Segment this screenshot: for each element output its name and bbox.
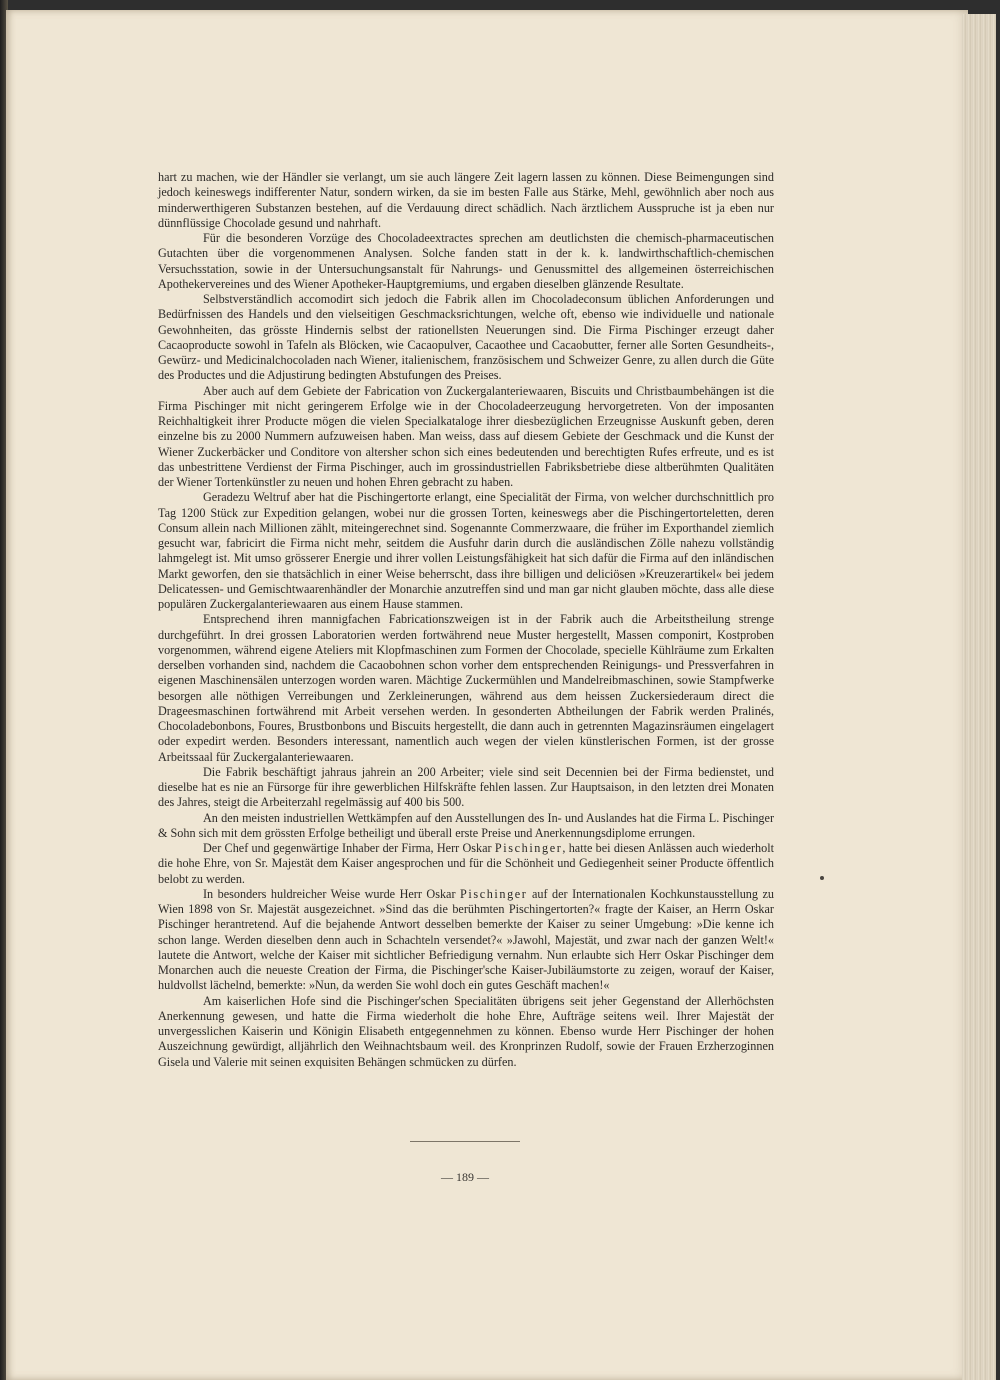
page-edges <box>962 14 996 1380</box>
paragraph: Geradezu Weltruf aber hat die Pischingertorte erlangt, eine Specialität der Firma, von welcher durchschnittlich pro Tag 1200 Stück zur Expedition gelangen, wobei nur die grossen Torten, keineswegs aber die Pischingertorteletten, deren Consum allein nach Millionen zählt, miteingerechnet sind. Sogenannte Commerzwaare, die früher im Exporthandel ziemlich gesucht war, fabricirt die Firma nicht mehr, seitdem die Ausfuhr darin durch die ausländischen Zölle nahezu vollständig lahmgelegt ist. Mit umso grösserer Energie und ihrer vollen Leistungsfähigkeit hat sich dafür die Firma auf den inländischen Markt geworfen, den sie thatsächlich in einer Weise beherrscht, dass ihre billigen und deliciösen »Kreuzerartikel« bei jedem Delicatessen- und Gemischtwaarenhändler der Monarchie anzutreffen sind und man gar nicht glauben möchte, dass alle diese populären Zuckergalanteriewaaren aus einem Hause stammen. <box>158 490 774 611</box>
paragraph: Am kaiserlichen Hofe sind die Pischinger'schen Specialitäten übrigens seit jeher Gegenstand der Allerhöchsten Anerkennung gewesen, und hatte die Firma wiederholt die hohe Ehre, Aufträge seitens weil. Ihrer Majestät der unvergesslichen Kaiserin und Königin Elisabeth entgegennehmen zu können. Ebenso wurde Herr Pischinger der hohen Auszeichnung gewürdigt, alljährlich den Weihnachtsbaum weil. des Kronprinzen Rudolf, sowie der Frauen Erzherzoginnen Gisela und Valerie mit seinen exquisiten Behängen schmücken zu dürfen. <box>158 993 774 1069</box>
closing-rule <box>410 1141 520 1142</box>
paragraph: Aber auch auf dem Gebiete der Fabrication von Zuckergalanteriewaaren, Biscuits und Christbaumbehängen ist die Firma Pischinger mit nicht geringerem Erfolge wie in der Chocoladeerzeugung hervorgetreten. Von der imposanten Reichhaltigkeit ihrer Producte mögen die vielen Specialkataloge ihrer diesbezüglichen Erzeugnisse Auskunft geben, deren einzelne bis zu 2000 Nummern aufzuweisen haben. Man weiss, dass auf diesem Gebiete der Geschmack und die Kunst der Wiener Zuckerbäcker und Conditore von altersher schon sich eines bedeutenden und berechtigten Rufes erfreute, und es ist das unbestrittene Verdienst der Firma Pischinger, auch im grossindustriellen Fabriksbetriebe diese altberühmten Qualitäten der Wiener Tortenkünstler zu neuen und hohen Ehren gebracht zu haben. <box>158 383 774 489</box>
paragraph-text: , hatte bei diesen Anlässen auch wiederholt die hohe Ehre, von Sr. Majestät dem Kaiser angesprochen und für die Schönheit und Gediegenheit seiner Producte öffentlich belobt zu werden. <box>158 841 775 886</box>
page-number: — 189 — <box>441 1170 489 1184</box>
paragraph: Für die besonderen Vorzüge des Chocoladeextractes sprechen am deutlichsten die chemisch-pharmaceutischen Gutachten über die vorgenommenen Analysen. Solche fanden statt in der k. k. landwirthschaftlich-chemischen Versuchsstation, sowie in der Untersuchungsanstalt für Nahrungs- und Genussmittel des allgemeinen österreichischen Apothekervereines und des Wiener Apotheker-Hauptgremiums, und ergaben dieselben glänzende Resultate. <box>158 231 774 291</box>
paragraph-text: In besonders huldreicher Weise wurde Herr Oskar <box>203 886 461 901</box>
paragraph-text: auf der Internationalen Kochkunstausstellung zu Wien 1898 von Sr. Majestät ausgezeichnet. »Sind das die berühmten Pischingertorten?« fragte der Kaiser, an Herrn Oskar Pischinger herantretend. Auf die bejahende Antwort desselben bemerkte der Kaiser zu seiner Umgebung: »Die kenne ich schon lange. Werden dieselben denn auch in Schachteln versendet?« »Jawohl, Majestät, und zwar nach der ganzen Welt!« lautete die Antwort, welche der Kaiser mit sichtlicher Befriedigung vernahm. Nun erlaubte sich Herr Oskar Pischinger dem Monarchen auch die neueste Creation der Firma, die Pischinger'sche Kaiser-Jubiläumstorte zu zeigen, worauf der Kaiser, huldvollst lächelnd, bemerkte: »Nun, da werden Sie wohl doch ein gutes Geschäft machen!« <box>158 886 774 993</box>
spaced-name: Pischinger <box>460 886 528 901</box>
paragraph: Die Fabrik beschäftigt jahraus jahrein an 200 Arbeiter; viele sind seit Decennien bei der Firma bedienstet, und dieselbe hat es nie an Fürsorge für ihre gewerblichen Hilfskräfte fehlen lassen. Zur Hauptsaison, in den letzten drei Monaten des Jahres, steigt die Arbeiterzahl regelmässig auf 400 bis 500. <box>158 764 774 810</box>
body-text <box>158 170 774 1070</box>
ink-speck <box>820 876 824 880</box>
paragraph: Entsprechend ihren mannigfachen Fabricationszweigen ist in der Fabrik auch die Arbeitstheilung strenge durchgeführt. In drei grossen Laboratorien werden fortwährend neue Muster hergestellt, Massen componirt, Kostproben vorgenommen, während eigene Ateliers mit Klopfmaschinen zum Formen der Chocolade, specielle Kühlräume zum Erkalten derselben vorhanden sind, nachdem die Cacaobohnen schon vorher dem entsprechenden Reinigungs- und Pressverfahren in eigenen Maschinensälen unterzogen worden waren. Mächtige Zuckermühlen und Mandelreibmaschinen, sowie Stampfwerke besorgen alle nöthigen Verreibungen und Zerkleinerungen, während aus dem heissen Zuckersiederaum direct die Drageesmaschinen fortwährend mit Arbeit versehen werden. In gesonderten Abtheilungen der Fabrik werden Pralinés, Chocoladebonbons, Foures, Brustbonbons und Biscuits hergestellt, die dann auch in getrennten Magazinsräumen eingelagert oder expedirt werden. Besonders interessant, namentlich auch wegen der vielen künstlerischen Formen, ist der grosse Arbeitssaal für Zuckergalanteriewaaren. <box>158 612 774 764</box>
paragraph-text: Der Chef und gegenwärtige Inhaber der Firma, Herr Oskar <box>203 841 495 855</box>
paragraph <box>158 841 774 887</box>
paragraph: Selbstverständlich accomodirt sich jedoch die Fabrik allen im Chocoladeconsum üblichen Anforderungen und Bedürfnissen des Handels und den vielseitigen Geschmacksrichtungen, welche oft, ebenso wie individuelle und nationale Gewohnheiten, das grösste Hindernis selbst der rationellsten Neuerungen sind. Die Firma Pischinger erzeugt daher Cacaoproducte sowohl in Tafeln als Blöcken, wie Cacaopulver, Cacaothee und Cacaobutter, ferner alle Sorten Gesundheits-, Gewürz- und Medicinalchocoladen nach Wiener, italienischem, französischem und Schweizer Genre, zu allen durch die Güte des Productes und die Adjustirung bedingten Abstufungen des Preises. <box>158 292 774 383</box>
paragraph: hart zu machen, wie der Händler sie verlangt, um sie auch längere Zeit lagern lassen zu können. Diese Beimengungen sind jedoch keineswegs indifferenter Natur, sondern wirken, da sie im besten Falle aus Stärke, Mehl, gewöhnlich aber noch aus minderwerthigeren Substanzen bestehen, auf die Verdauung direct schädlich. Nach ärztlichem Ausspruche ist ja eben nur dünnflüssige Chocolade gesund und nahrhaft. <box>158 170 774 230</box>
spaced-name: Pischinger <box>494 841 563 855</box>
paragraph <box>158 887 774 994</box>
paragraph: An den meisten industriellen Wettkämpfen auf den Ausstellungen des In- und Auslandes hat die Firma L. Pischinger & Sohn sich mit dem grössten Erfolge betheiligt und überall erste Preise und Anerkennungsdiplome errungen. <box>158 810 774 840</box>
